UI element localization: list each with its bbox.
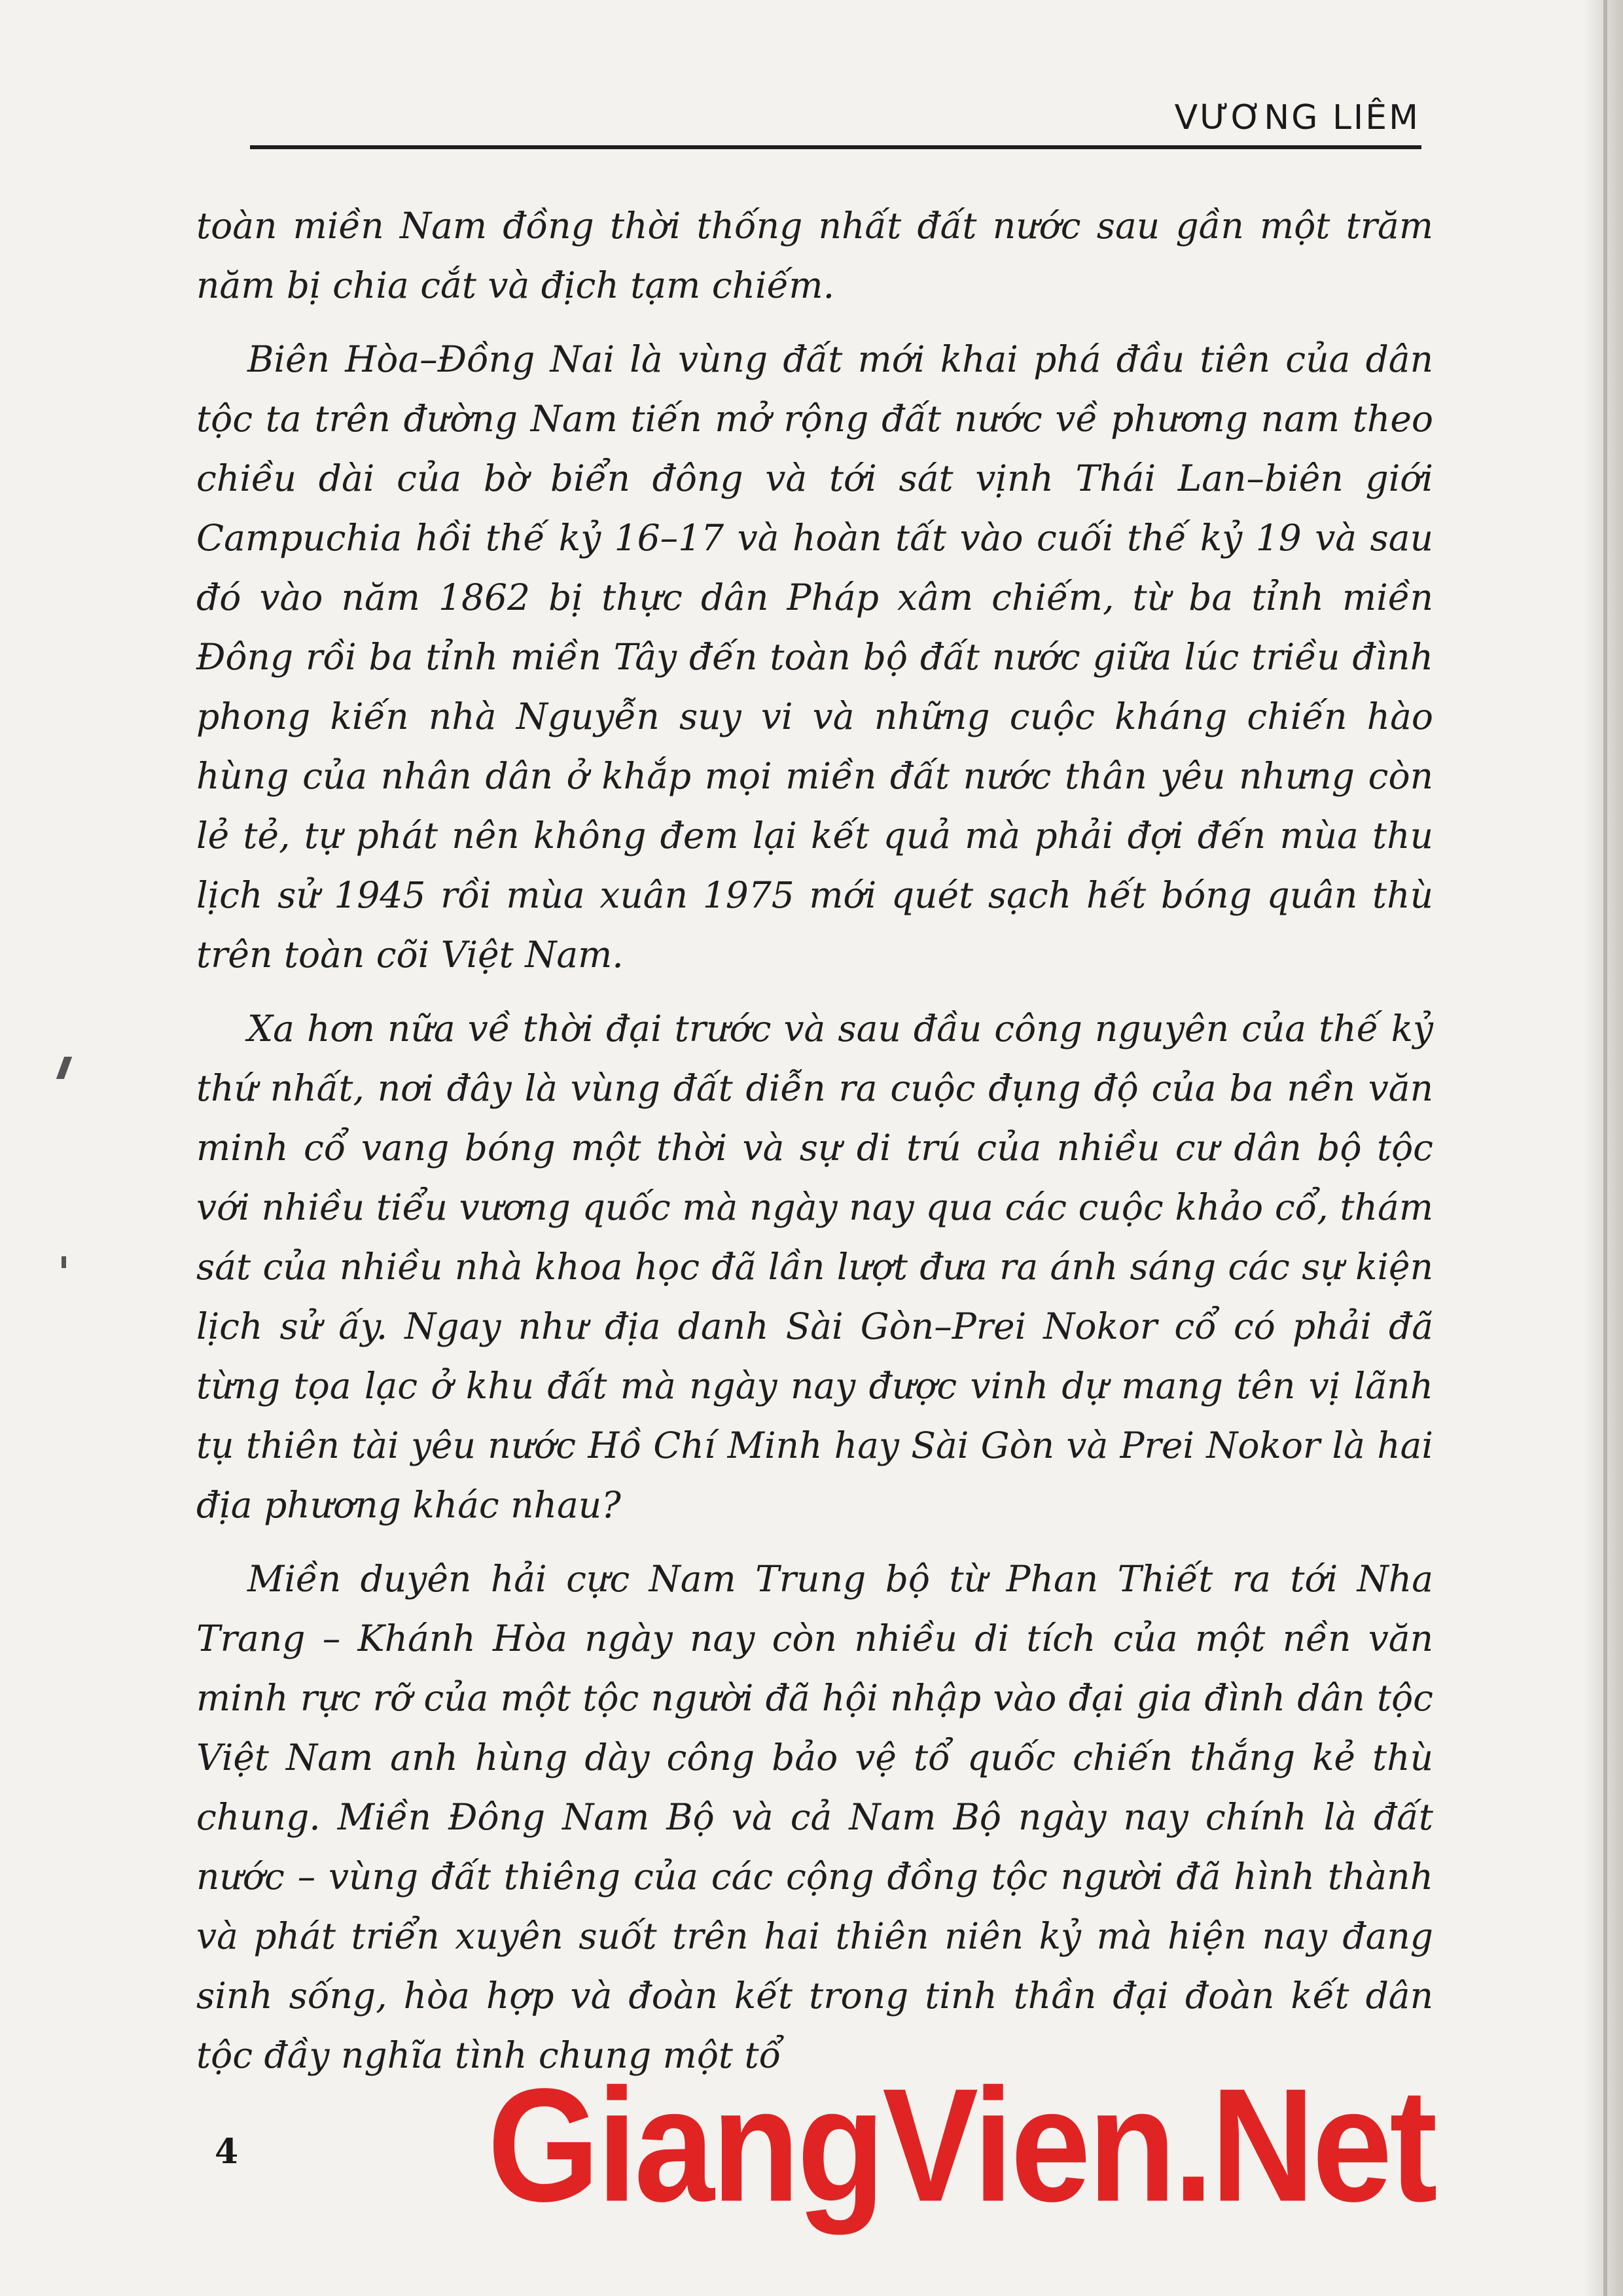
running-head: VƯƠNG LIÊM	[1174, 98, 1420, 137]
page-edge-line	[1603, 0, 1607, 2296]
body-text	[196, 196, 1433, 2100]
margin-mark	[62, 1256, 66, 1268]
paragraph-continued: toàn miền Nam đồng thời thống nhất đất nước sau gần một trăm năm bị chia cắt và địch tạm chiếm.	[196, 205, 1433, 306]
page-number: 4	[215, 2132, 239, 2172]
header-rule	[250, 145, 1421, 149]
paragraph: Xa hơn nữa về thời đại trước và sau đầu công nguyên của thế kỷ thứ nhất, nơi đây là vùng đất diễn ra cuộc đụng độ của ba nền văn minh cổ vang bóng một thời và sự di trú của nhiều cư dân bộ tộc với nhiều tiểu vương quốc mà ngày nay qua các cuộc khảo cổ, thám sát của nhiều nhà khoa học đã lần lượt đưa ra ánh sáng các sự kiện lịch sử ấy. Ngay như địa danh Sài Gòn–Prei Nokor cổ có phải đã từng tọa lạc ở khu đất mà ngày nay được vinh dự mang tên vị lãnh tụ thiên tài yêu nước Hồ Chí Minh hay Sài Gòn và Prei Nokor là hai địa phương khác nhau?	[196, 1008, 1433, 1526]
paragraph: Miền duyên hải cực Nam Trung bộ từ Phan Thiết ra tới Nha Trang – Khánh Hòa ngày nay còn nhiều di tích của một nền văn minh rực rỡ của một tộc người đã hội nhập vào đại gia đình dân tộc Việt Nam anh hùng dày công bảo vệ tổ quốc chiến thắng kẻ thù chung. Miền Đông Nam Bộ và cả Nam Bộ ngày nay chính là đất nước – vùng đất thiêng của các cộng đồng tộc người đã hình thành và phát triển xuyên suốt trên hai thiên niên kỷ mà hiện nay đang sinh sống, hòa hợp và đoàn kết trong tinh thần đại đoàn kết dân tộc đầy nghĩa tình chung một tổ	[196, 1558, 1433, 2076]
margin-mark	[56, 1057, 72, 1079]
paragraph: Biên Hòa–Đồng Nai là vùng đất mới khai phá đầu tiên của dân tộc ta trên đường Nam tiến mở rộng đất nước về phương nam theo chiều dài của bờ biển đông và tới sát vịnh Thái Lan–biên giới Campuchia hồi thế kỷ 16–17 và hoàn tất vào cuối thế kỷ 19 và sau đó vào năm 1862 bị thực dân Pháp xâm chiếm, từ ba tỉnh miền Đông rồi ba tỉnh miền Tây đến toàn bộ đất nước giữa lúc triều đình phong kiến nhà Nguyễn suy vi và những cuộc kháng chiến hào hùng của nhân dân ở khắp mọi miền đất nước thân yêu nhưng còn lẻ tẻ, tự phát nên không đem lại kết quả mà phải đợi đến mùa thu lịch sử 1945 rồi mùa xuân 1975 mới quét sạch hết bóng quân thù trên toàn cõi Việt Nam.	[196, 338, 1433, 976]
watermark: GiangVien.Net	[488, 2055, 1435, 2235]
